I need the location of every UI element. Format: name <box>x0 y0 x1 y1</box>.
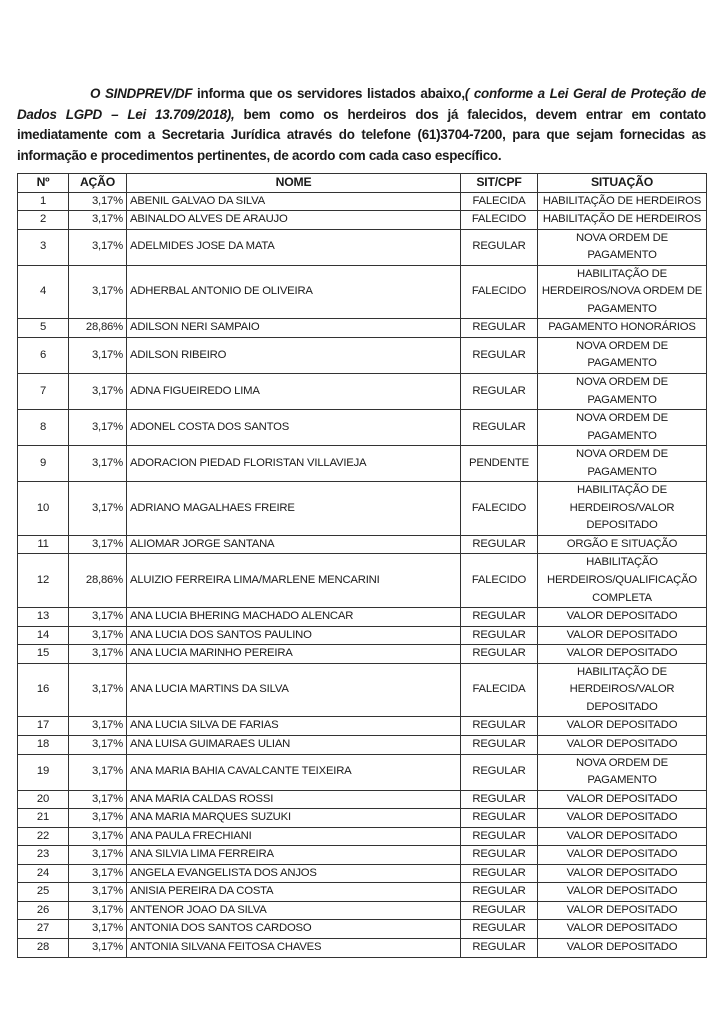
row-situacao: VALOR DEPOSITADO <box>538 901 707 920</box>
row-acao: 3,17% <box>69 790 127 809</box>
row-nome: ADHERBAL ANTONIO DE OLIVEIRA <box>127 265 461 319</box>
table-row <box>18 735 707 754</box>
row-number: 28 <box>18 938 69 957</box>
row-sit-cpf: REGULAR <box>461 735 538 754</box>
table-row <box>18 754 707 790</box>
row-situacao: VALOR DEPOSITADO <box>538 864 707 883</box>
row-number: 23 <box>18 846 69 865</box>
row-nome: ALUIZIO FERREIRA LIMA/MARLENE MENCARINI <box>127 554 461 608</box>
table-row <box>18 809 707 828</box>
row-situacao: NOVA ORDEM DE PAGAMENTO <box>538 374 707 410</box>
table-row <box>18 337 707 373</box>
table-row <box>18 211 707 230</box>
row-number: 8 <box>18 410 69 446</box>
row-nome: ADILSON RIBEIRO <box>127 337 461 373</box>
row-acao: 28,86% <box>69 319 127 338</box>
row-nome: ANA MARIA CALDAS ROSSI <box>127 790 461 809</box>
row-acao: 3,17% <box>69 735 127 754</box>
row-number: 1 <box>18 192 69 211</box>
row-number: 21 <box>18 809 69 828</box>
header-acao: AÇÃO <box>69 174 127 193</box>
row-sit-cpf: REGULAR <box>461 938 538 957</box>
row-situacao: VALOR DEPOSITADO <box>538 717 707 736</box>
row-acao: 3,17% <box>69 192 127 211</box>
row-nome: ANA LUCIA MARTINS DA SILVA <box>127 663 461 717</box>
row-nome: ANTONIA DOS SANTOS CARDOSO <box>127 920 461 939</box>
table-row <box>18 446 707 482</box>
table-row <box>18 608 707 627</box>
header-situacao: SITUAÇÃO <box>538 174 707 193</box>
row-nome: ANA LUCIA DOS SANTOS PAULINO <box>127 626 461 645</box>
row-acao: 3,17% <box>69 337 127 373</box>
row-situacao: HABILITAÇÃO DE HERDEIROS <box>538 211 707 230</box>
row-number: 12 <box>18 554 69 608</box>
row-situacao: HABILITAÇÃO DE HERDEIROS/VALOR DEPOSITADO <box>538 663 707 717</box>
row-situacao: VALOR DEPOSITADO <box>538 883 707 902</box>
row-number: 19 <box>18 754 69 790</box>
row-situacao: VALOR DEPOSITADO <box>538 790 707 809</box>
row-nome: ANTENOR JOAO DA SILVA <box>127 901 461 920</box>
row-nome: ANA PAULA FRECHIANI <box>127 827 461 846</box>
table-row <box>18 790 707 809</box>
row-sit-cpf: REGULAR <box>461 645 538 664</box>
row-situacao: HABILITAÇÃO DE HERDEIROS <box>538 192 707 211</box>
intro-text-1: informa que os servidores listados abaixo, <box>192 86 465 101</box>
row-number: 14 <box>18 626 69 645</box>
row-acao: 3,17% <box>69 535 127 554</box>
row-nome: ANTONIA SILVANA FEITOSA CHAVES <box>127 938 461 957</box>
servers-table <box>17 173 707 958</box>
row-acao: 3,17% <box>69 883 127 902</box>
row-acao: 3,17% <box>69 608 127 627</box>
table-row <box>18 192 707 211</box>
table-row <box>18 554 707 608</box>
row-number: 25 <box>18 883 69 902</box>
header-sit-cpf: SIT/CPF <box>461 174 538 193</box>
row-nome: ADONEL COSTA DOS SANTOS <box>127 410 461 446</box>
row-nome: ADORACION PIEDAD FLORISTAN VILLAVIEJA <box>127 446 461 482</box>
intro-text-2: bem como os herdeiros dos já falecidos, devem entrar em contato imediatamente com a Secretaria Jurídica através do telefone (61)3704-7200, para que sejam fornecidas as informação e procedimentos pertinentes, de acordo com cada caso específico. <box>17 106 706 163</box>
row-nome: ANISIA PEREIRA DA COSTA <box>127 883 461 902</box>
row-sit-cpf: REGULAR <box>461 864 538 883</box>
table-row <box>18 920 707 939</box>
row-situacao: ORGÃO E SITUAÇÃO <box>538 535 707 554</box>
row-situacao: VALOR DEPOSITADO <box>538 809 707 828</box>
row-sit-cpf: REGULAR <box>461 901 538 920</box>
row-number: 7 <box>18 374 69 410</box>
row-number: 15 <box>18 645 69 664</box>
row-number: 16 <box>18 663 69 717</box>
row-sit-cpf: REGULAR <box>461 535 538 554</box>
row-acao: 3,17% <box>69 754 127 790</box>
table-header-row <box>18 174 707 193</box>
row-situacao: VALOR DEPOSITADO <box>538 608 707 627</box>
row-sit-cpf: REGULAR <box>461 229 538 265</box>
row-nome: ANA SILVIA LIMA FERREIRA <box>127 846 461 865</box>
table-body <box>18 192 707 957</box>
row-sit-cpf: FALECIDO <box>461 482 538 536</box>
row-acao: 3,17% <box>69 229 127 265</box>
row-sit-cpf: REGULAR <box>461 410 538 446</box>
row-nome: ADRIANO MAGALHAES FREIRE <box>127 482 461 536</box>
row-acao: 3,17% <box>69 717 127 736</box>
row-acao: 3,17% <box>69 265 127 319</box>
row-number: 27 <box>18 920 69 939</box>
row-sit-cpf: FALECIDA <box>461 192 538 211</box>
table-row <box>18 626 707 645</box>
table-row <box>18 410 707 446</box>
row-sit-cpf: FALECIDO <box>461 211 538 230</box>
intro-org: O SINDPREV/DF <box>90 86 193 101</box>
row-sit-cpf: REGULAR <box>461 374 538 410</box>
row-situacao: VALOR DEPOSITADO <box>538 626 707 645</box>
row-number: 17 <box>18 717 69 736</box>
row-situacao: HABILITAÇÃO HERDEIROS/QUALIFICAÇÃO COMPLETA <box>538 554 707 608</box>
row-number: 26 <box>18 901 69 920</box>
row-sit-cpf: REGULAR <box>461 920 538 939</box>
row-nome: ADELMIDES JOSE DA MATA <box>127 229 461 265</box>
row-sit-cpf: REGULAR <box>461 608 538 627</box>
row-number: 22 <box>18 827 69 846</box>
row-number: 24 <box>18 864 69 883</box>
row-situacao: VALOR DEPOSITADO <box>538 735 707 754</box>
row-number: 2 <box>18 211 69 230</box>
row-acao: 3,17% <box>69 920 127 939</box>
table-row <box>18 938 707 957</box>
row-number: 13 <box>18 608 69 627</box>
row-sit-cpf: PENDENTE <box>461 446 538 482</box>
row-situacao: NOVA ORDEM DE PAGAMENTO <box>538 446 707 482</box>
table-row <box>18 663 707 717</box>
table-row <box>18 374 707 410</box>
row-situacao: VALOR DEPOSITADO <box>538 827 707 846</box>
row-sit-cpf: REGULAR <box>461 626 538 645</box>
table-row <box>18 482 707 536</box>
intro-paragraph <box>17 84 706 166</box>
row-nome: ANA LUCIA BHERING MACHADO ALENCAR <box>127 608 461 627</box>
row-situacao: VALOR DEPOSITADO <box>538 645 707 664</box>
row-sit-cpf: REGULAR <box>461 827 538 846</box>
row-number: 6 <box>18 337 69 373</box>
row-acao: 3,17% <box>69 663 127 717</box>
row-nome: ANA LUCIA MARINHO PEREIRA <box>127 645 461 664</box>
table-row <box>18 265 707 319</box>
row-sit-cpf: REGULAR <box>461 754 538 790</box>
row-situacao: NOVA ORDEM DE PAGAMENTO <box>538 229 707 265</box>
row-number: 18 <box>18 735 69 754</box>
row-situacao: VALOR DEPOSITADO <box>538 920 707 939</box>
row-acao: 3,17% <box>69 410 127 446</box>
row-number: 3 <box>18 229 69 265</box>
row-situacao: NOVA ORDEM DE PAGAMENTO <box>538 337 707 373</box>
table-row <box>18 827 707 846</box>
table-row <box>18 319 707 338</box>
intro-legal-reference: ( conforme a Lei Geral de Proteção de Dados LGPD – Lei 13.709/2018), <box>17 86 706 122</box>
row-acao: 3,17% <box>69 809 127 828</box>
row-sit-cpf: FALECIDO <box>461 554 538 608</box>
table-row <box>18 901 707 920</box>
row-sit-cpf: REGULAR <box>461 809 538 828</box>
row-acao: 3,17% <box>69 846 127 865</box>
row-acao: 3,17% <box>69 446 127 482</box>
table-row <box>18 229 707 265</box>
row-sit-cpf: REGULAR <box>461 883 538 902</box>
row-acao: 3,17% <box>69 864 127 883</box>
row-acao: 3,17% <box>69 626 127 645</box>
row-situacao: NOVA ORDEM DE PAGAMENTO <box>538 754 707 790</box>
row-situacao: PAGAMENTO HONORÁRIOS <box>538 319 707 338</box>
row-acao: 3,17% <box>69 211 127 230</box>
row-number: 11 <box>18 535 69 554</box>
row-acao: 3,17% <box>69 482 127 536</box>
row-acao: 3,17% <box>69 374 127 410</box>
row-nome: ADNA FIGUEIREDO LIMA <box>127 374 461 410</box>
header-nome: NOME <box>127 174 461 193</box>
row-nome: ANA LUCIA SILVA DE FARIAS <box>127 717 461 736</box>
table-row <box>18 883 707 902</box>
row-number: 4 <box>18 265 69 319</box>
row-situacao: HABILITAÇÃO DE HERDEIROS/VALOR DEPOSITADO <box>538 482 707 536</box>
row-situacao: VALOR DEPOSITADO <box>538 846 707 865</box>
row-acao: 28,86% <box>69 554 127 608</box>
row-sit-cpf: FALECIDO <box>461 265 538 319</box>
row-nome: ANA MARIA BAHIA CAVALCANTE TEIXEIRA <box>127 754 461 790</box>
row-nome: ANGELA EVANGELISTA DOS ANJOS <box>127 864 461 883</box>
row-nome: ABENIL GALVAO DA SILVA <box>127 192 461 211</box>
row-nome: ANA LUISA GUIMARAES ULIAN <box>127 735 461 754</box>
row-nome: ABINALDO ALVES DE ARAUJO <box>127 211 461 230</box>
row-nome: ALIOMAR JORGE SANTANA <box>127 535 461 554</box>
table-row <box>18 535 707 554</box>
row-number: 9 <box>18 446 69 482</box>
table-row <box>18 645 707 664</box>
row-situacao: VALOR DEPOSITADO <box>538 938 707 957</box>
row-number: 5 <box>18 319 69 338</box>
row-sit-cpf: REGULAR <box>461 319 538 338</box>
row-situacao: HABILITAÇÃO DE HERDEIROS/NOVA ORDEM DE PAGAMENTO <box>538 265 707 319</box>
row-acao: 3,17% <box>69 901 127 920</box>
table-row <box>18 717 707 736</box>
row-nome: ANA MARIA MARQUES SUZUKI <box>127 809 461 828</box>
row-sit-cpf: REGULAR <box>461 790 538 809</box>
row-number: 10 <box>18 482 69 536</box>
row-situacao: NOVA ORDEM DE PAGAMENTO <box>538 410 707 446</box>
row-acao: 3,17% <box>69 938 127 957</box>
table-row <box>18 864 707 883</box>
row-sit-cpf: REGULAR <box>461 337 538 373</box>
table-row <box>18 846 707 865</box>
row-number: 20 <box>18 790 69 809</box>
row-sit-cpf: FALECIDA <box>461 663 538 717</box>
header-number: Nº <box>18 174 69 193</box>
row-sit-cpf: REGULAR <box>461 846 538 865</box>
row-nome: ADILSON NERI SAMPAIO <box>127 319 461 338</box>
row-sit-cpf: REGULAR <box>461 717 538 736</box>
row-acao: 3,17% <box>69 645 127 664</box>
row-acao: 3,17% <box>69 827 127 846</box>
